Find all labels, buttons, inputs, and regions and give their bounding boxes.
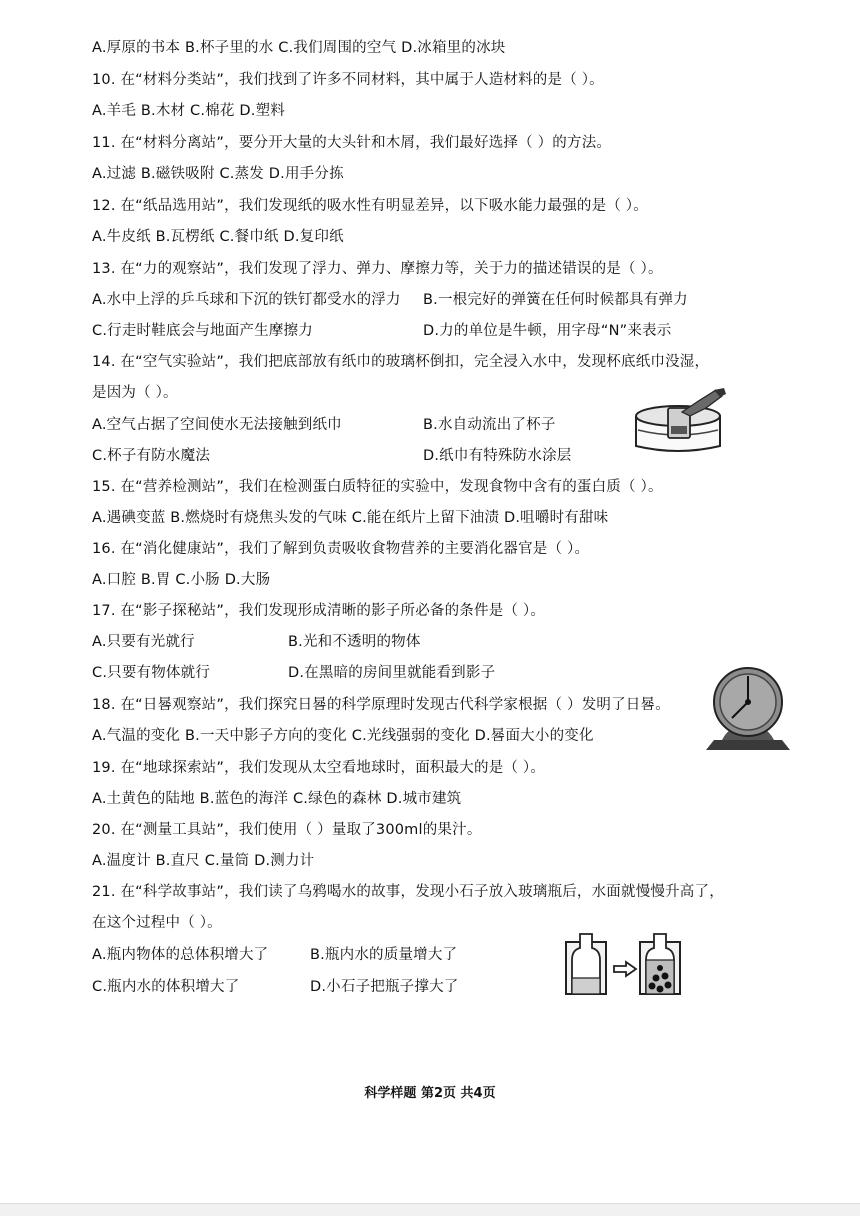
page-footer: 科学样题 第2页 共4页 (364, 1086, 496, 1101)
q18-stem: 18. 在“日晷观察站”，我们探究日晷的科学原理时发现古代科学家根据（ ）发明了日晷。 (92, 697, 670, 713)
q19-options: A.土黄色的陆地 B.蓝色的海洋 C.绿色的森林 D.城市建筑 (92, 791, 462, 807)
q13-option-b: B.一根完好的弹簧在任何时候都具有弹力 (423, 292, 688, 308)
q19-stem: 19. 在“地球探索站”，我们发现从太空看地球时，面积最大的是（ ）。 (92, 760, 546, 776)
q17-option-d: D.在黑暗的房间里就能看到影子 (288, 665, 496, 681)
sundial-icon (702, 662, 794, 754)
q13-option-c: C.行走时鞋底会与地面产生摩擦力 (92, 323, 313, 339)
q17-stem: 17. 在“影子探秘站”，我们发现形成清晰的影子所必备的条件是（ ）。 (92, 603, 546, 619)
q13-option-a: A.水中上浮的乒乓球和下沉的铁钉都受水的浮力 (92, 292, 401, 308)
bottle-stones-icon (562, 920, 684, 996)
q11-stem: 11. 在“材料分离站”，要分开大量的大头针和木屑，我们最好选择（ ）的方法。 (92, 135, 612, 151)
q20-options: A.温度计 B.直尺 C.量筒 D.测力计 (92, 853, 315, 869)
q12-stem: 12. 在“纸品选用站”，我们发现纸的吸水性有明显差异，以下吸水能力最强的是（ ）。 (92, 198, 648, 214)
q13-stem: 13. 在“力的观察站”，我们发现了浮力、弹力、摩擦力等，关于力的描述错误的是（ ）。 (92, 261, 663, 277)
q13-option-d: D.力的单位是牛顿，用字母“N”来表示 (423, 323, 672, 339)
q21-option-d: D.小石子把瓶子撑大了 (310, 979, 459, 995)
q17-option-b: B.光和不透明的物体 (288, 634, 421, 650)
q20-stem: 20. 在“测量工具站”，我们使用（ ）量取了300ml的果汁。 (92, 822, 482, 838)
q14-option-d: D.纸巾有特殊防水涂层 (423, 448, 572, 464)
q9-options: A.厚原的书本 B.杯子里的水 C.我们周围的空气 D.冰箱里的冰块 (92, 40, 506, 56)
q12-options: A.牛皮纸 B.瓦楞纸 C.餐巾纸 D.复印纸 (92, 229, 344, 245)
q14-stem-line2: 是因为（ ）。 (92, 385, 178, 401)
q14-option-c: C.杯子有防水魔法 (92, 448, 211, 464)
q17-option-a: A.只要有光就行 (92, 634, 195, 650)
q16-stem: 16. 在“消化健康站”，我们了解到负责吸收食物营养的主要消化器官是（ ）。 (92, 541, 590, 557)
scan-bottom-edge (0, 1203, 860, 1216)
q21-option-a: A.瓶内物体的总体积增大了 (92, 947, 269, 963)
q11-options: A.过滤 B.磁铁吸附 C.蒸发 D.用手分拣 (92, 166, 344, 182)
q21-stem-line1: 21. 在“科学故事站”，我们读了乌鸦喝水的故事，发现小石子放入玻璃瓶后，水面就慢慢升高了， (92, 884, 724, 900)
q15-options: A.遇碘变蓝 B.燃烧时有烧焦头发的气味 C.能在纸片上留下油渍 D.咀嚼时有甜味 (92, 510, 609, 526)
q14-option-b: B.水自动流出了杯子 (423, 417, 556, 433)
q21-stem-line2: 在这个过程中（ ）。 (92, 915, 222, 931)
q14-stem-line1: 14. 在“空气实验站”，我们把底部放有纸巾的玻璃杯倒扣，完全浸入水中，发现杯底纸巾没湿， (92, 354, 710, 370)
q16-options: A.口腔 B.胃 C.小肠 D.大肠 (92, 572, 271, 588)
q14-option-a: A.空气占据了空间使水无法接触到纸巾 (92, 417, 342, 433)
q15-stem: 15. 在“营养检测站”，我们在检测蛋白质特征的实验中，发现食物中含有的蛋白质（ ）。 (92, 479, 663, 495)
q21-option-b: B.瓶内水的质量增大了 (310, 947, 458, 963)
glass-in-water-icon (628, 386, 728, 458)
q10-options: A.羊毛 B.木材 C.棉花 D.塑料 (92, 103, 285, 119)
q10-stem: 10. 在“材料分类站”，我们找到了许多不同材料，其中属于人造材料的是（ ）。 (92, 72, 604, 88)
q21-option-c: C.瓶内水的体积增大了 (92, 979, 240, 995)
q18-options: A.气温的变化 B.一天中影子方向的变化 C.光线强弱的变化 D.晷面大小的变化 (92, 728, 594, 744)
q17-option-c: C.只要有物体就行 (92, 665, 211, 681)
